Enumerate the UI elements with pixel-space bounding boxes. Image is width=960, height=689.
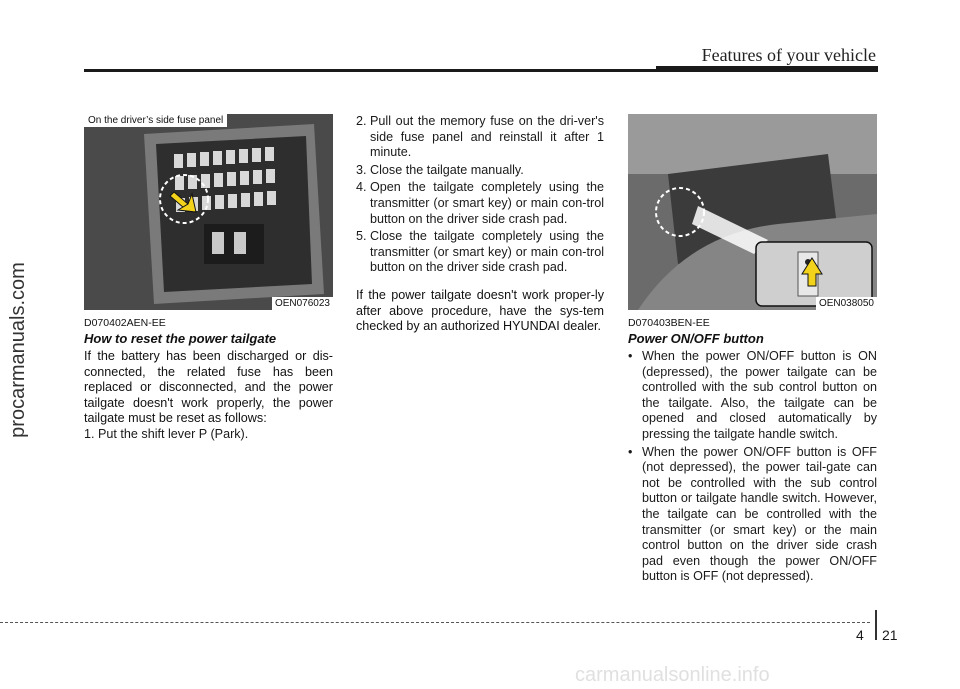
figure-caption: On the driver’s side fuse panel bbox=[84, 114, 227, 127]
reset-steps-col2 bbox=[356, 114, 604, 335]
page-chapter: 4 bbox=[856, 627, 864, 643]
section-code: D070402AEN-EE bbox=[84, 317, 166, 329]
step-number: 5. bbox=[356, 229, 367, 244]
header-rule-accent bbox=[656, 66, 878, 71]
footer-rule bbox=[0, 622, 870, 623]
power-button-bullets bbox=[628, 349, 877, 587]
figure-code: OEN038050 bbox=[816, 297, 877, 310]
side-watermark bbox=[4, 140, 44, 560]
page-number: 21 bbox=[882, 627, 898, 643]
section-heading: Power ON/OFF button bbox=[628, 331, 764, 346]
step-text: Open the tailgate completely using the transmitter (or smart key) or main con-trol button on the driver side crash pad. bbox=[370, 180, 604, 226]
step-text: Put the shift lever P (Park). bbox=[98, 427, 249, 441]
header-title: Features of your vehicle bbox=[701, 45, 876, 65]
dashboard-illustration bbox=[628, 114, 877, 310]
bullet-item bbox=[628, 349, 877, 443]
step-item bbox=[356, 163, 604, 179]
bullet-mark: • bbox=[628, 444, 633, 459]
step-item bbox=[356, 114, 604, 161]
bullet-mark: • bbox=[628, 349, 633, 363]
footer-separator bbox=[875, 610, 877, 640]
fuse-panel-illustration bbox=[84, 114, 333, 310]
bottom-watermark: carmanualsonline.info bbox=[575, 664, 770, 686]
reset-steps-col1 bbox=[84, 427, 333, 445]
step-text: Close the tailgate completely using the transmitter (or smart key) or main con-trol button on the driver side crash pad. bbox=[370, 229, 604, 275]
step-item bbox=[356, 180, 604, 227]
step-number: 3. bbox=[356, 162, 367, 177]
step-number: 2. bbox=[356, 114, 367, 128]
section-code: D070403BEN-EE bbox=[628, 317, 710, 329]
step-number: 4. bbox=[356, 180, 367, 195]
dashboard-figure bbox=[628, 114, 877, 310]
section-note: If the power tailgate doesn't work proper-ly after above procedure, have the sys-tem checked by an authorized HYUNDAI dealer. bbox=[356, 287, 604, 334]
side-watermark-text: procarmanuals.com bbox=[7, 262, 29, 438]
fuse-panel-figure bbox=[84, 114, 333, 310]
step-text: Close the tailgate manually. bbox=[370, 162, 524, 177]
bullet-item bbox=[628, 445, 877, 585]
step-item bbox=[84, 427, 333, 443]
figure-code: OEN076023 bbox=[272, 297, 333, 310]
step-text: Pull out the memory fuse on the dri-ver's side fuse panel and reinstall it after 1 minute. bbox=[370, 114, 604, 160]
bullet-text: When the power ON/OFF button is OFF (not depressed), the power tail-gate can not be controlled with the sub control button or tailgate handle switch. However, the tailgate can be controlled with the transmitter (or smart key) or the main control button on the driver side crash pad even though the power ON/OFF button is OFF (not depressed). bbox=[642, 444, 877, 584]
bullet-text: When the power ON/OFF button is ON (depressed), the power tailgate can be controlled with the sub control button on the tailgate. Also, the tailgate can be opened and closed automatically by pressing the tailgate handle switch. bbox=[642, 349, 877, 441]
section-heading: How to reset the power tailgate bbox=[84, 331, 277, 346]
section-intro: If the battery has been discharged or dis-connected, the related fuse has been replaced or disconnected, and the power tailgate doesn't work properly, the power tailgate must be reset as follows: bbox=[84, 349, 333, 426]
step-item bbox=[356, 229, 604, 276]
step-number: 1. bbox=[84, 427, 95, 441]
